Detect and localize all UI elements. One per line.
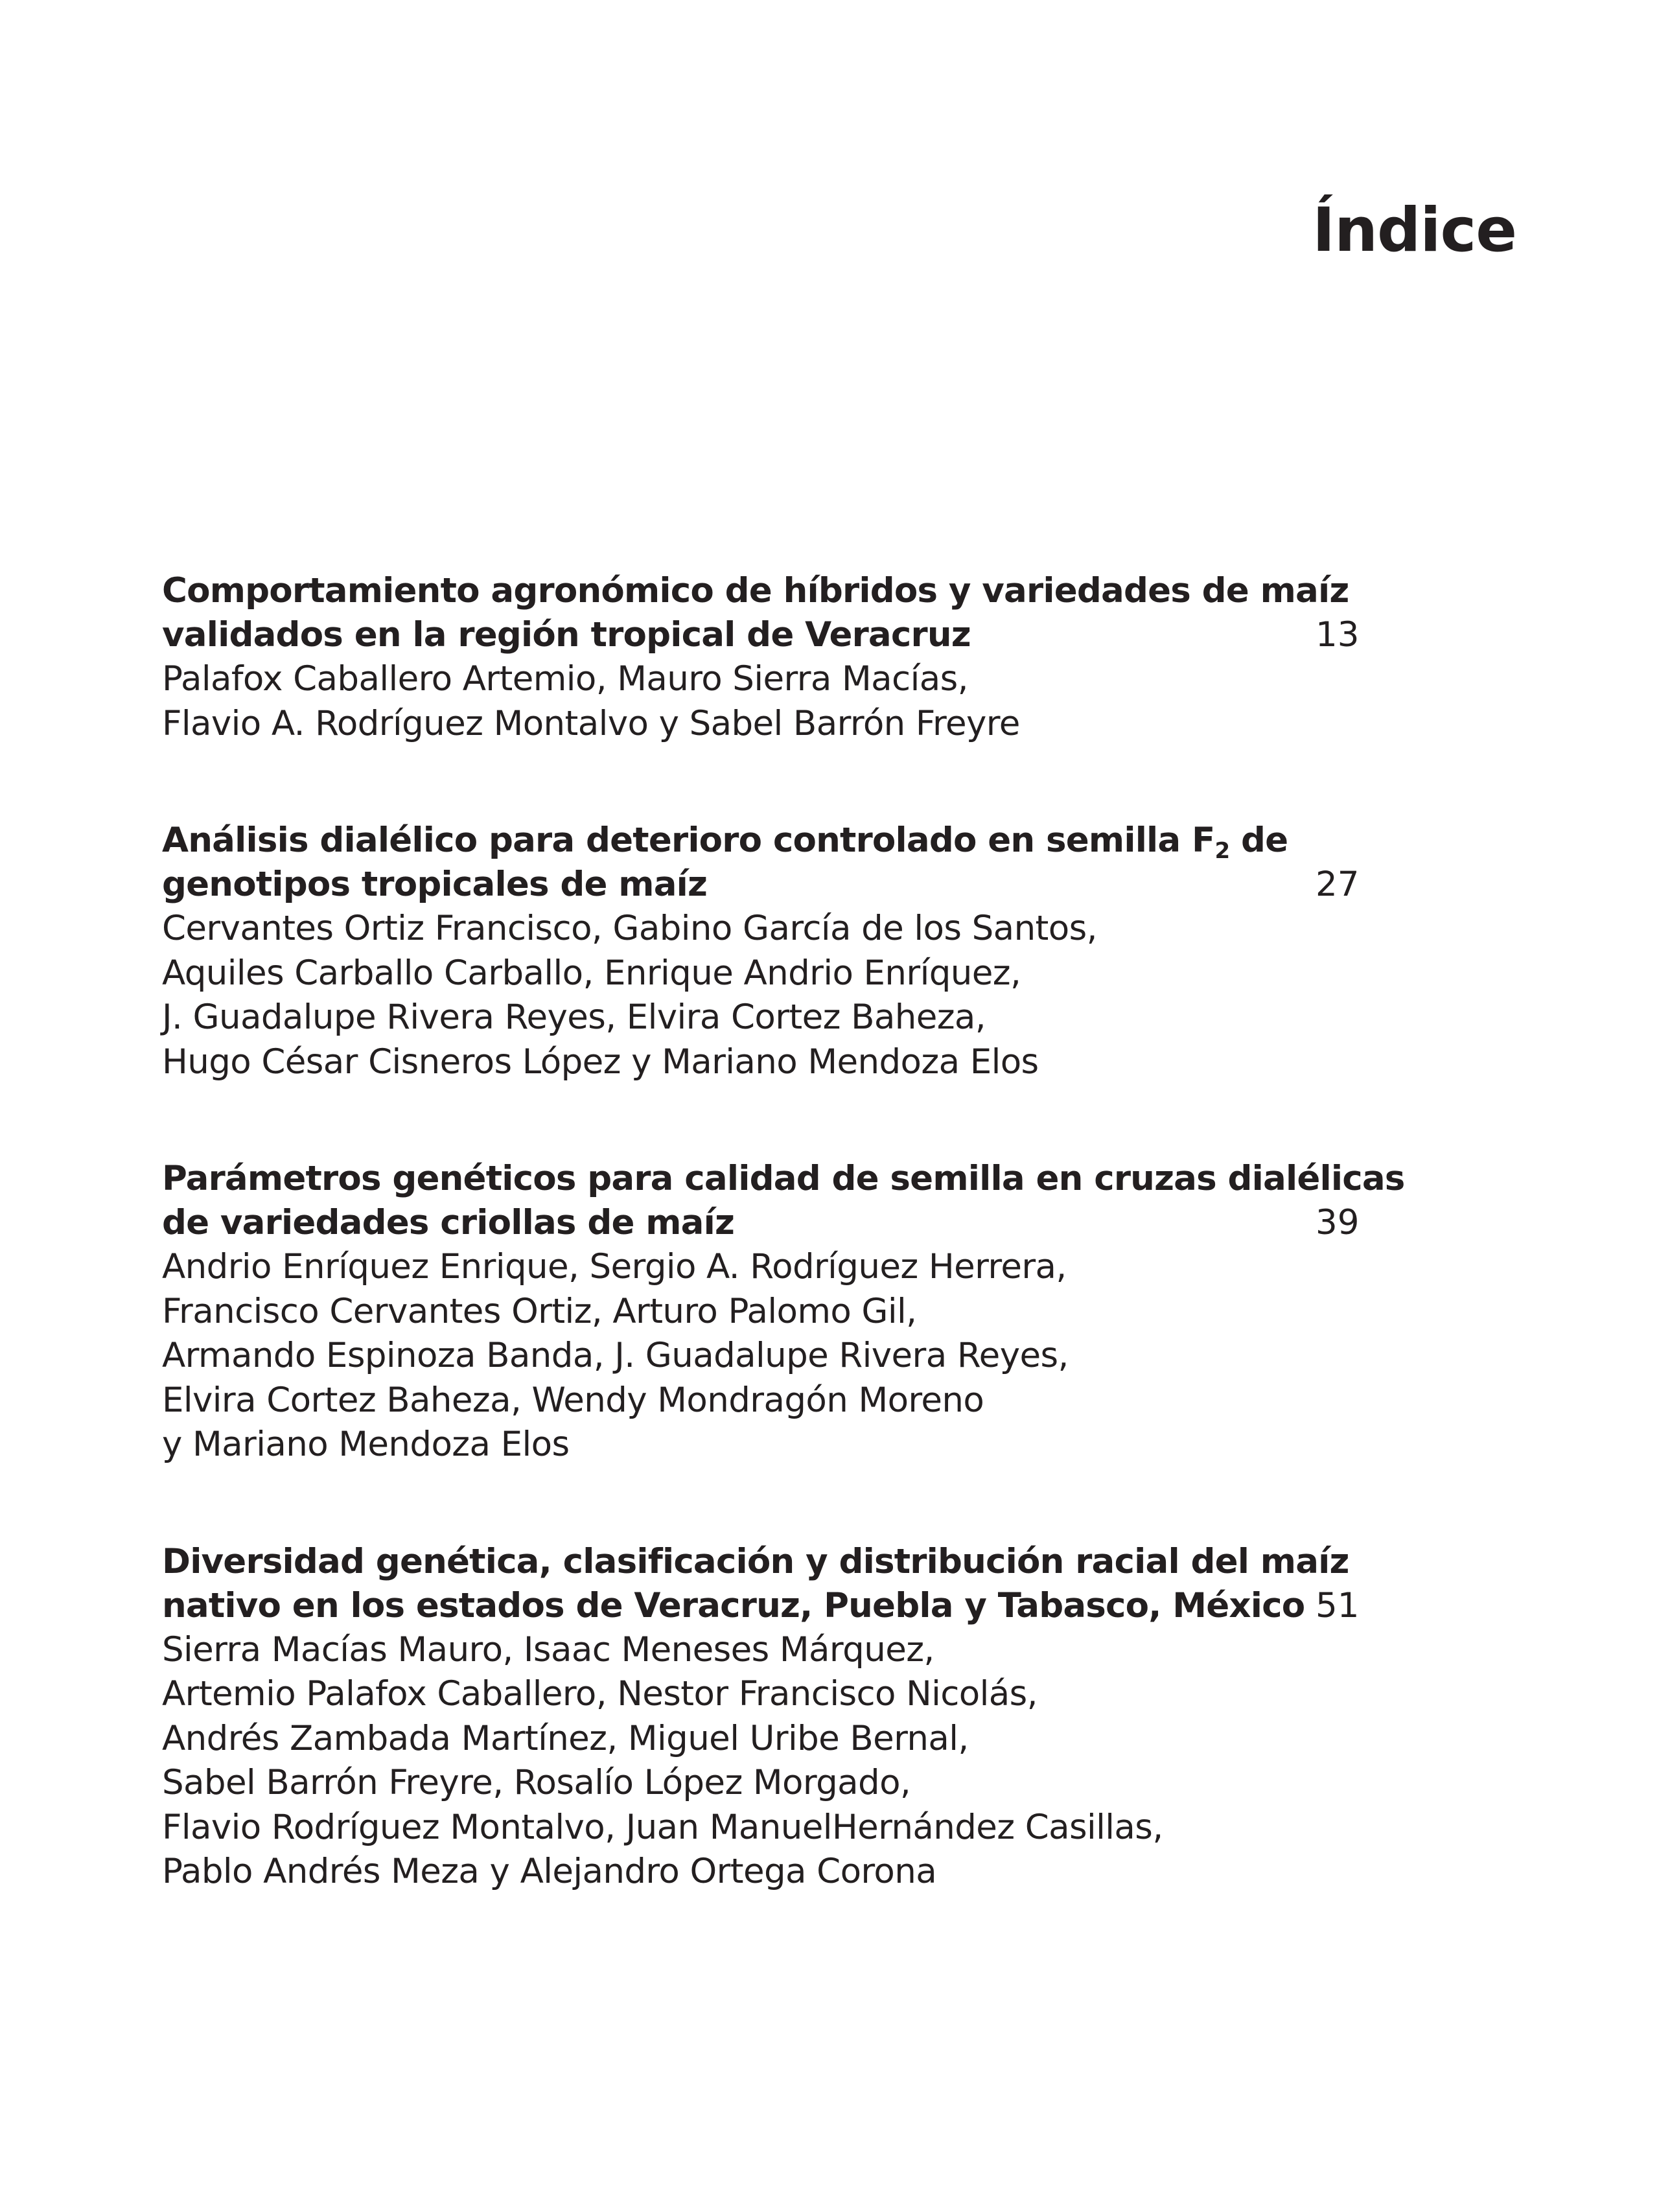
subscript: 2 bbox=[1214, 838, 1230, 864]
author-line: Andrio Enríquez Enrique, Sergio A. Rodríguez Herrera, bbox=[162, 1247, 1067, 1286]
author-line: J. Guadalupe Rivera Reyes, Elvira Cortez Baheza, bbox=[162, 997, 986, 1037]
author-line: Elvira Cortez Baheza, Wendy Mondragón Moreno bbox=[162, 1380, 984, 1420]
author-line: Sabel Barrón Freyre, Rosalío López Morgado, bbox=[162, 1763, 911, 1802]
author-line: y Mariano Mendoza Elos bbox=[162, 1425, 570, 1464]
entry-title-line: Diversidad genética, clasificación y distribución racial del maíz bbox=[162, 1541, 1349, 1581]
page-number: 39 bbox=[1316, 1203, 1360, 1242]
entry-title-text: de bbox=[1229, 821, 1288, 860]
table-of-contents bbox=[162, 569, 1405, 1967]
author-line: Armando Espinoza Banda, J. Guadalupe Rivera Reyes, bbox=[162, 1336, 1069, 1375]
entry-authors bbox=[162, 907, 1380, 1084]
entry-title-text: Análisis dialélico para deterioro controlado en semilla F bbox=[162, 821, 1215, 860]
entry-title-line bbox=[162, 819, 1288, 864]
author-line: Francisco Cervantes Ortiz, Arturo Palomo Gil, bbox=[162, 1291, 917, 1331]
toc-entry bbox=[162, 1157, 1405, 1467]
entry-authors bbox=[162, 1245, 1380, 1467]
entry-title-line: Comportamiento agronómico de híbridos y variedades de maíz bbox=[162, 571, 1349, 611]
author-line: Sierra Macías Mauro, Isaac Meneses Márquez, bbox=[162, 1629, 934, 1670]
author-line: Cervantes Ortiz Francisco, Gabino García de los Santos, bbox=[162, 909, 1097, 948]
author-line: Flavio A. Rodríguez Montalvo y Sabel Barrón Freyre bbox=[162, 703, 1020, 743]
toc-entry bbox=[162, 1540, 1380, 1894]
page-number: 13 bbox=[1316, 615, 1360, 655]
entry-title-line: de variedades criollas de maíz bbox=[162, 1203, 735, 1242]
author-line: Pablo Andrés Meza y Alejandro Ortega Corona bbox=[162, 1852, 937, 1891]
page-number: 27 bbox=[1316, 865, 1360, 904]
entry-title bbox=[162, 819, 1288, 907]
entry-title-line: nativo en los estados de Veracruz, Puebla y Tabasco, México bbox=[162, 1585, 1305, 1625]
author-line: Andrés Zambada Martínez, Miguel Uribe Bernal, bbox=[162, 1718, 969, 1758]
author-line: Palafox Caballero Artemio, Mauro Sierra Macías, bbox=[162, 659, 968, 699]
toc-entry bbox=[162, 819, 1380, 1084]
entry-authors bbox=[162, 1628, 1380, 1894]
author-line: Hugo César Cisneros López y Mariano Mendoza Elos bbox=[162, 1042, 1039, 1082]
entry-title-line: Parámetros genéticos para calidad de semilla en cruzas dialélicas bbox=[162, 1159, 1405, 1198]
entry-title-line: genotipos tropicales de maíz bbox=[162, 865, 708, 904]
page-title: Índice bbox=[1312, 195, 1516, 266]
toc-entry bbox=[162, 569, 1380, 746]
entry-authors bbox=[162, 657, 1380, 746]
author-line: Flavio Rodríguez Montalvo, Juan ManuelHernández Casillas, bbox=[162, 1807, 1163, 1847]
author-line: Artemio Palafox Caballero, Nestor Francisco Nicolás, bbox=[162, 1674, 1038, 1714]
entry-title-line: validados en la región tropical de Veracruz bbox=[162, 615, 971, 655]
author-line: Aquiles Carballo Carballo, Enrique Andrio Enríquez, bbox=[162, 953, 1021, 993]
page-number: 51 bbox=[1316, 1585, 1360, 1625]
